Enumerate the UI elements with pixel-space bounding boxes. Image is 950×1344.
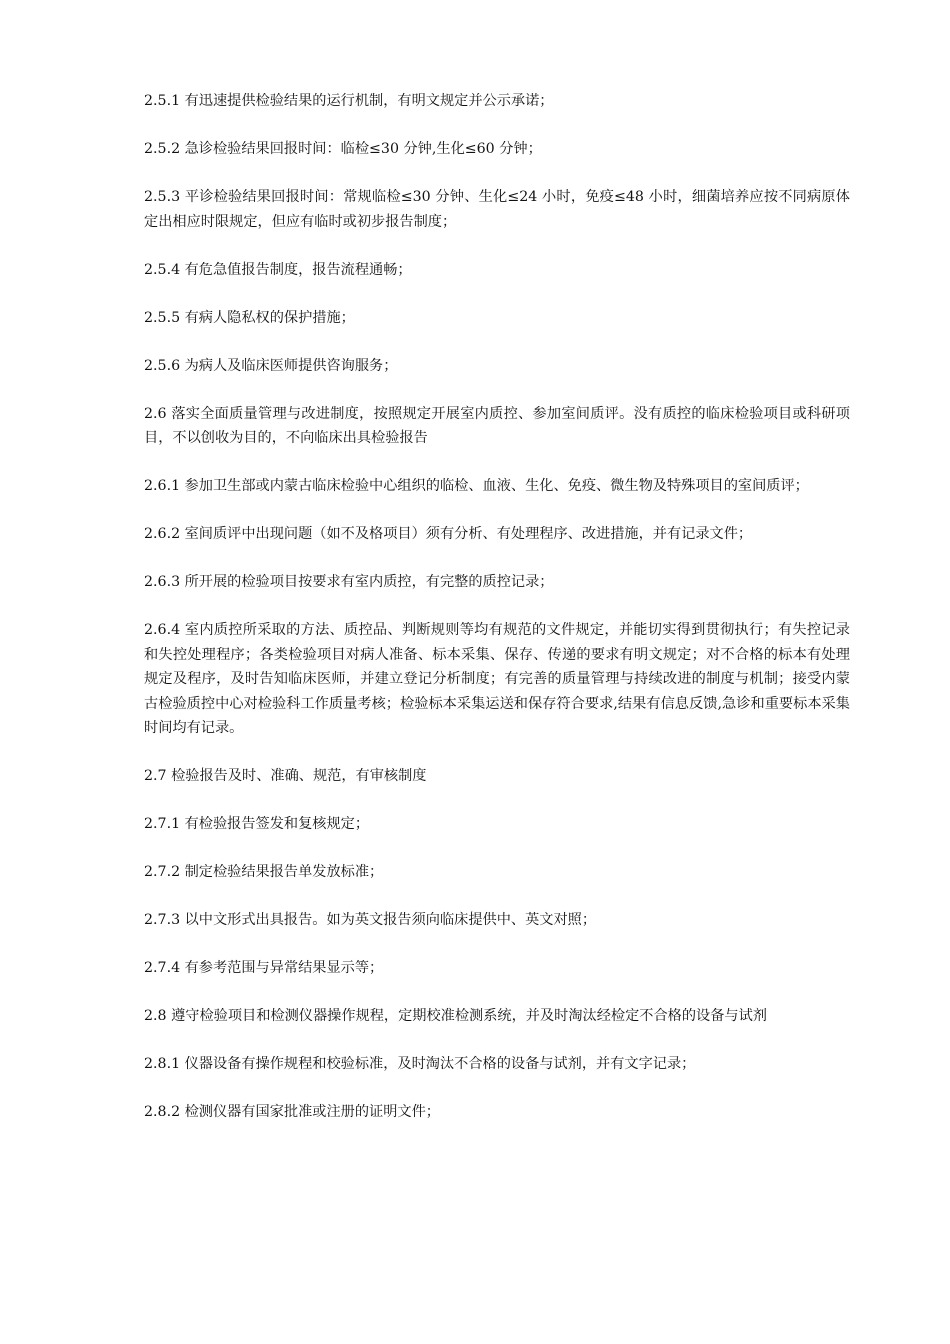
paragraph-2-5-3: 2.5.3 平诊检验结果回报时间：常规临检≤30 分钟、生化≤24 小时，免疫≤48 小时，细菌培养应按不同病原体定出相应时限规定，但应有临时或初步报告制度； [144, 189, 850, 230]
paragraph-2-6-3: 2.6.3 所开展的检验项目按要求有室内质控，有完整的质控记录； [144, 574, 554, 590]
paragraph-2-7-1: 2.7.1 有检验报告签发和复核规定； [144, 816, 370, 832]
section-heading-2-7: 2.7 检验报告及时、准确、规范，有审核制度 [144, 768, 427, 784]
section-heading-2-6: 2.6 落实全面质量管理与改进制度，按照规定开展室内质控、参加室间质评。没有质控的临床检验项目或科研项目，不以创收为目的，不向临床出具检验报告 [144, 405, 850, 446]
paragraph-2-5-5: 2.5.5 有病人隐私权的保护措施； [144, 309, 355, 326]
paragraph-2-5-1: 2.5.1 有迅速提供检验结果的运行机制，有明文规定并公示承诺； [144, 93, 554, 109]
paragraph-2-7-2: 2.7.2 制定检验结果报告单发放标准； [144, 864, 384, 880]
paragraph-2-7-4: 2.7.4 有参考范围与异常结果显示等； [144, 960, 384, 976]
paragraph-2-5-2: 2.5.2 急诊检验结果回报时间：临检≤30 分钟,生化≤60 分钟； [144, 141, 542, 157]
paragraph-2-5-6: 2.5.6 为病人及临床医师提供咨询服务； [144, 357, 398, 374]
section-heading-2-8: 2.8 遵守检验项目和检测仪器操作规程，定期校准检测系统，并及时淘汰经检定不合格的设备与试剂 [144, 1008, 767, 1024]
paragraph-2-6-4: 2.6.4 室内质控所采取的方法、质控品、判断规则等均有规范的文件规定，并能切实得到贯彻执行；有失控记录和失控处理程序；各类检验项目对病人准备、标本采集、保存、传递的要求有明文规定；对不合格的标本有处理规定及程序，及时告知临床医师，并建立登记分析制度；有完善的质量管理与持续改进的制度与机制；接受内蒙古检验质控中心对检验科工作质量考核；检验标本采集运送和保存符合要求,结果有信息反馈,急诊和重要标本采集时间均有记录。 [144, 622, 850, 736]
document-body [144, 89, 850, 1148]
paragraph-2-6-2: 2.6.2 室间质评中出现问题（如不及格项目）须有分析、有处理程序、改进措施，并有记录文件； [144, 526, 753, 542]
paragraph-2-5-4: 2.5.4 有危急值报告制度，报告流程通畅； [144, 261, 412, 278]
paragraph-2-8-2: 2.8.2 检测仪器有国家批准或注册的证明文件； [144, 1104, 440, 1120]
paragraph-2-6-1: 2.6.1 参加卫生部或内蒙古临床检验中心组织的临检、血液、生化、免疫、微生物及特殊项目的室间质评； [144, 478, 809, 494]
paragraph-2-8-1: 2.8.1 仪器设备有操作规程和校验标准，及时淘汰不合格的设备与试剂，并有文字记录； [144, 1056, 696, 1072]
paragraph-2-7-3: 2.7.3 以中文形式出具报告。如为英文报告须向临床提供中、英文对照； [144, 912, 597, 928]
